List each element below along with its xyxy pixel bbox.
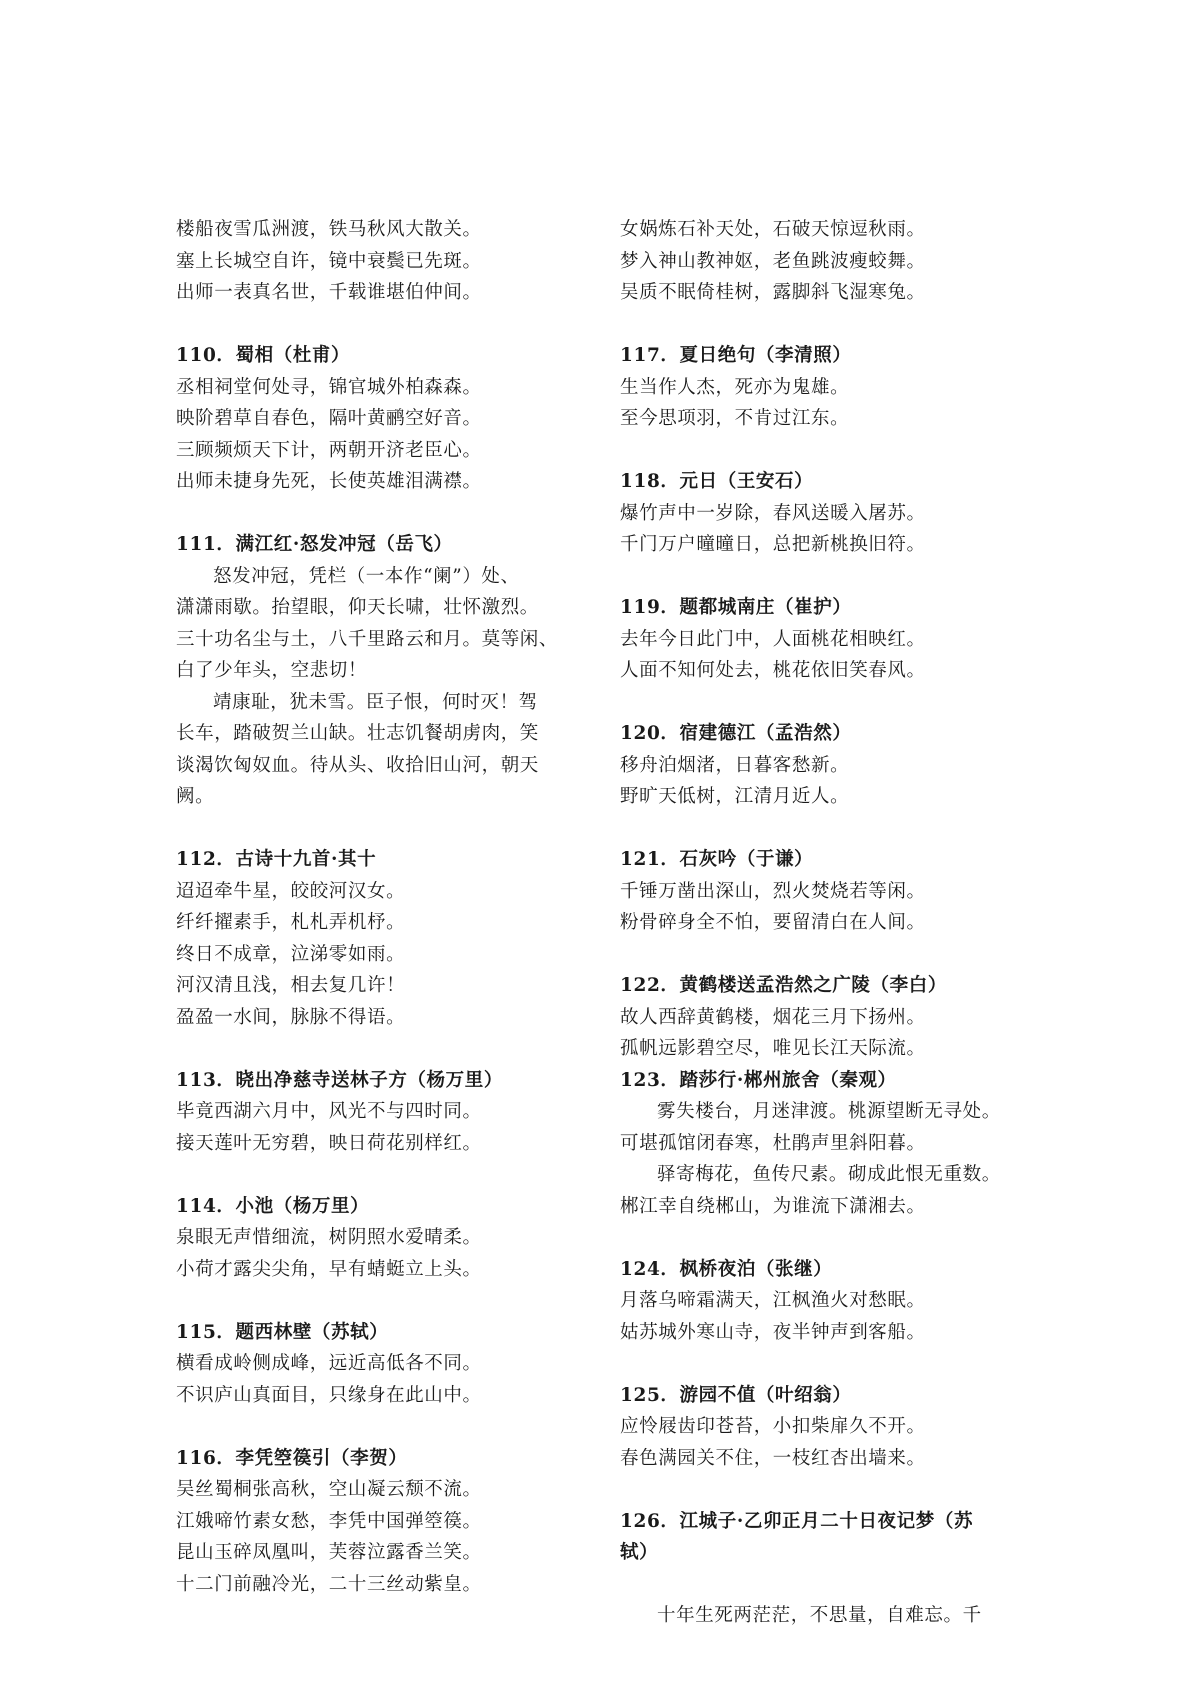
poem-line: 泉眼无声惜细流，树阴照水爱晴柔。 [176,1227,482,1248]
poem-title: 111．满江红·怒发冲冠（岳飞） [176,534,453,555]
blank-line [620,813,1040,845]
poem-line: 出师一表真名世，千载谁堪伯仲间。 [176,282,482,303]
poem-line: 千锤万凿出深山，烈火焚烧若等闲。 [620,880,926,902]
blank-line [620,687,1040,719]
poem-line: 可堪孤馆闭春寒，杜鹃声里斜阳暮。 [620,1132,926,1154]
left-column [176,214,596,1600]
blank-line [176,1033,596,1065]
poem-title: 118．元日（王安石） [620,471,814,492]
poem-line: 丞相祠堂何处寻，锦官城外柏森森。 [176,376,482,398]
poem-line: 粉骨碎身全不怕，要留清白在人间。 [620,912,926,933]
poem-title: 轼） [620,1542,659,1563]
blank-line [620,1348,1040,1380]
poem-line: 潇潇雨歇。抬望眼，仰天长啸，壮怀激烈。 [176,597,539,618]
poem-line: 十二门前融冷光，二十三丝动紫皇。 [176,1573,482,1595]
right-column [620,214,1040,1632]
poem-line: 三顾频烦天下计，两朝开济老臣心。 [176,439,482,461]
poem-line: 女娲炼石补天处，石破天惊逗秋雨。 [620,219,926,240]
poem-line: 故人西辞黄鹤楼，烟花三月下扬州。 [620,1006,926,1028]
blank-line [620,1222,1040,1254]
poem-line: 塞上长城空自许，镜中衰鬓已先斑。 [176,250,482,272]
poem-line: 梦入神山教神妪，老鱼跳波瘦蛟舞。 [620,250,926,272]
poem-line: 月落乌啼霜满天，江枫渔火对愁眠。 [620,1290,926,1311]
poem-line: 谈渴饮匈奴血。待从头、收拾旧山河，朝天 [176,754,539,776]
poem-title: 120．宿建德江（孟浩然） [620,723,852,744]
poem-line: 移舟泊烟渚，日暮客愁新。 [620,754,850,776]
blank-line [176,813,596,845]
poem-line: 长车，踏破贺兰山缺。壮志饥餐胡虏肉，笑 [176,723,539,744]
poem-title: 117．夏日绝句（李清照） [620,345,852,366]
blank-line [620,1474,1040,1506]
poem-title: 110．蜀相（杜甫） [176,345,351,366]
poem-line: 不识庐山真面目，只缘身在此山中。 [176,1384,482,1406]
poem-line: 小荷才露尖尖角，早有蜻蜓立上头。 [176,1258,482,1280]
poem-line: 野旷天低树，江清月近人。 [620,786,850,807]
poem-line: 千门万户曈曈日，总把新桃换旧符。 [620,534,926,555]
poem-line: 郴江幸自绕郴山，为谁流下潇湘去。 [620,1195,926,1217]
blank-line [176,498,596,530]
poem-line: 横看成岭侧成峰，远近高低各不同。 [176,1353,482,1374]
blank-line [176,1285,596,1317]
poem-line: 楼船夜雪瓜洲渡，铁马秋风大散关。 [176,219,482,240]
poem-line: 雾失楼台，月迷津渡。桃源望断无寻处。 [657,1101,1001,1122]
poem-title: 115．题西林壁（苏轼） [176,1321,389,1343]
poem-line: 江娥啼竹素女愁，李凭中国弹箜篌。 [176,1510,482,1532]
poem-line: 吴质不眠倚桂树，露脚斜飞湿寒兔。 [620,282,926,303]
poem-line: 靖康耻，犹未雪。臣子恨，何时灭！驾 [213,691,538,713]
poem-line: 至今思项羽，不肯过江东。 [620,408,850,429]
blank-line [620,435,1040,467]
poem-title: 124．枫桥夜泊（张继） [620,1258,833,1280]
blank-line [176,1159,596,1191]
poem-line: 迢迢牵牛星，皎皎河汉女。 [176,880,406,902]
blank-line [620,939,1040,971]
poem-line: 春色满园关不住，一枝红杏出墙来。 [620,1447,926,1469]
poem-line: 爆竹声中一岁除，春风送暖入屠苏。 [620,502,926,524]
blank-line [176,309,596,341]
poem-line: 阙。 [176,786,215,807]
poem-title: 121．石灰吟（于谦） [620,849,814,870]
poem-title: 125．游园不值（叶绍翁） [620,1384,852,1406]
poem-line: 纤纤擢素手，札札弄机杼。 [176,912,406,933]
poem-line: 毕竟西湖六月中，风光不与四时同。 [176,1101,482,1122]
poem-line: 出师未捷身先死，长使英雄泪满襟。 [176,471,482,492]
poem-line: 生当作人杰，死亦为鬼雄。 [620,376,850,398]
blank-line [176,1411,596,1443]
poem-title: 112．古诗十九首·其十 [176,849,377,870]
poem-line: 驿寄梅花，鱼传尺素。砌成此恨无重数。 [657,1164,1001,1185]
poem-line: 应怜屐齿印苍苔，小扣柴扉久不开。 [620,1416,926,1437]
poem-title: 116．李凭箜篌引（李贺） [176,1447,408,1469]
poem-line: 白了少年头，空悲切！ [176,660,368,681]
poem-line: 接天莲叶无穷碧，映日荷花别样红。 [176,1132,482,1154]
poem-line: 怒发冲冠，凭栏（一本作“阑”）处、 [213,565,520,587]
poem-title: 114．小池（杨万里） [176,1195,370,1217]
poem-title: 126．江城子·乙卯正月二十日夜记梦（苏 [620,1510,974,1532]
blank-line [620,1569,1040,1601]
poem-line: 去年今日此门中，人面桃花相映红。 [620,628,926,650]
poem-line: 终日不成章，泣涕零如雨。 [176,943,406,965]
poem-line: 昆山玉碎凤凰叫，芙蓉泣露香兰笑。 [176,1542,482,1563]
poem-line: 吴丝蜀桐张高秋，空山凝云颓不流。 [176,1479,482,1500]
poem-line: 人面不知何处去，桃花依旧笑春风。 [620,660,926,681]
blank-line [620,309,1040,341]
poem-line: 姑苏城外寒山寺，夜半钟声到客船。 [620,1321,926,1343]
poem-line: 盈盈一水间，脉脉不得语。 [176,1006,406,1028]
blank-line [620,561,1040,593]
poem-title: 122．黄鹤楼送孟浩然之广陵（李白） [620,975,947,996]
poem-title: 123．踏莎行·郴州旅舍（秦观） [620,1069,897,1091]
poem-line: 三十功名尘与土，八千里路云和月。莫等闲、 [176,628,559,650]
poem-title: 119．题都城南庄（崔护） [620,597,852,618]
poem-line: 映阶碧草自春色，隔叶黄鹂空好音。 [176,408,482,429]
poem-line: 河汉清且浅，相去复几许！ [176,975,406,996]
poem-line: 十年生死两茫茫，不思量，自难忘。千 [657,1605,982,1626]
poem-line: 孤帆远影碧空尽，唯见长江天际流。 [620,1038,926,1059]
poem-title: 113．晓出净慈寺送林子方（杨万里） [176,1069,503,1091]
